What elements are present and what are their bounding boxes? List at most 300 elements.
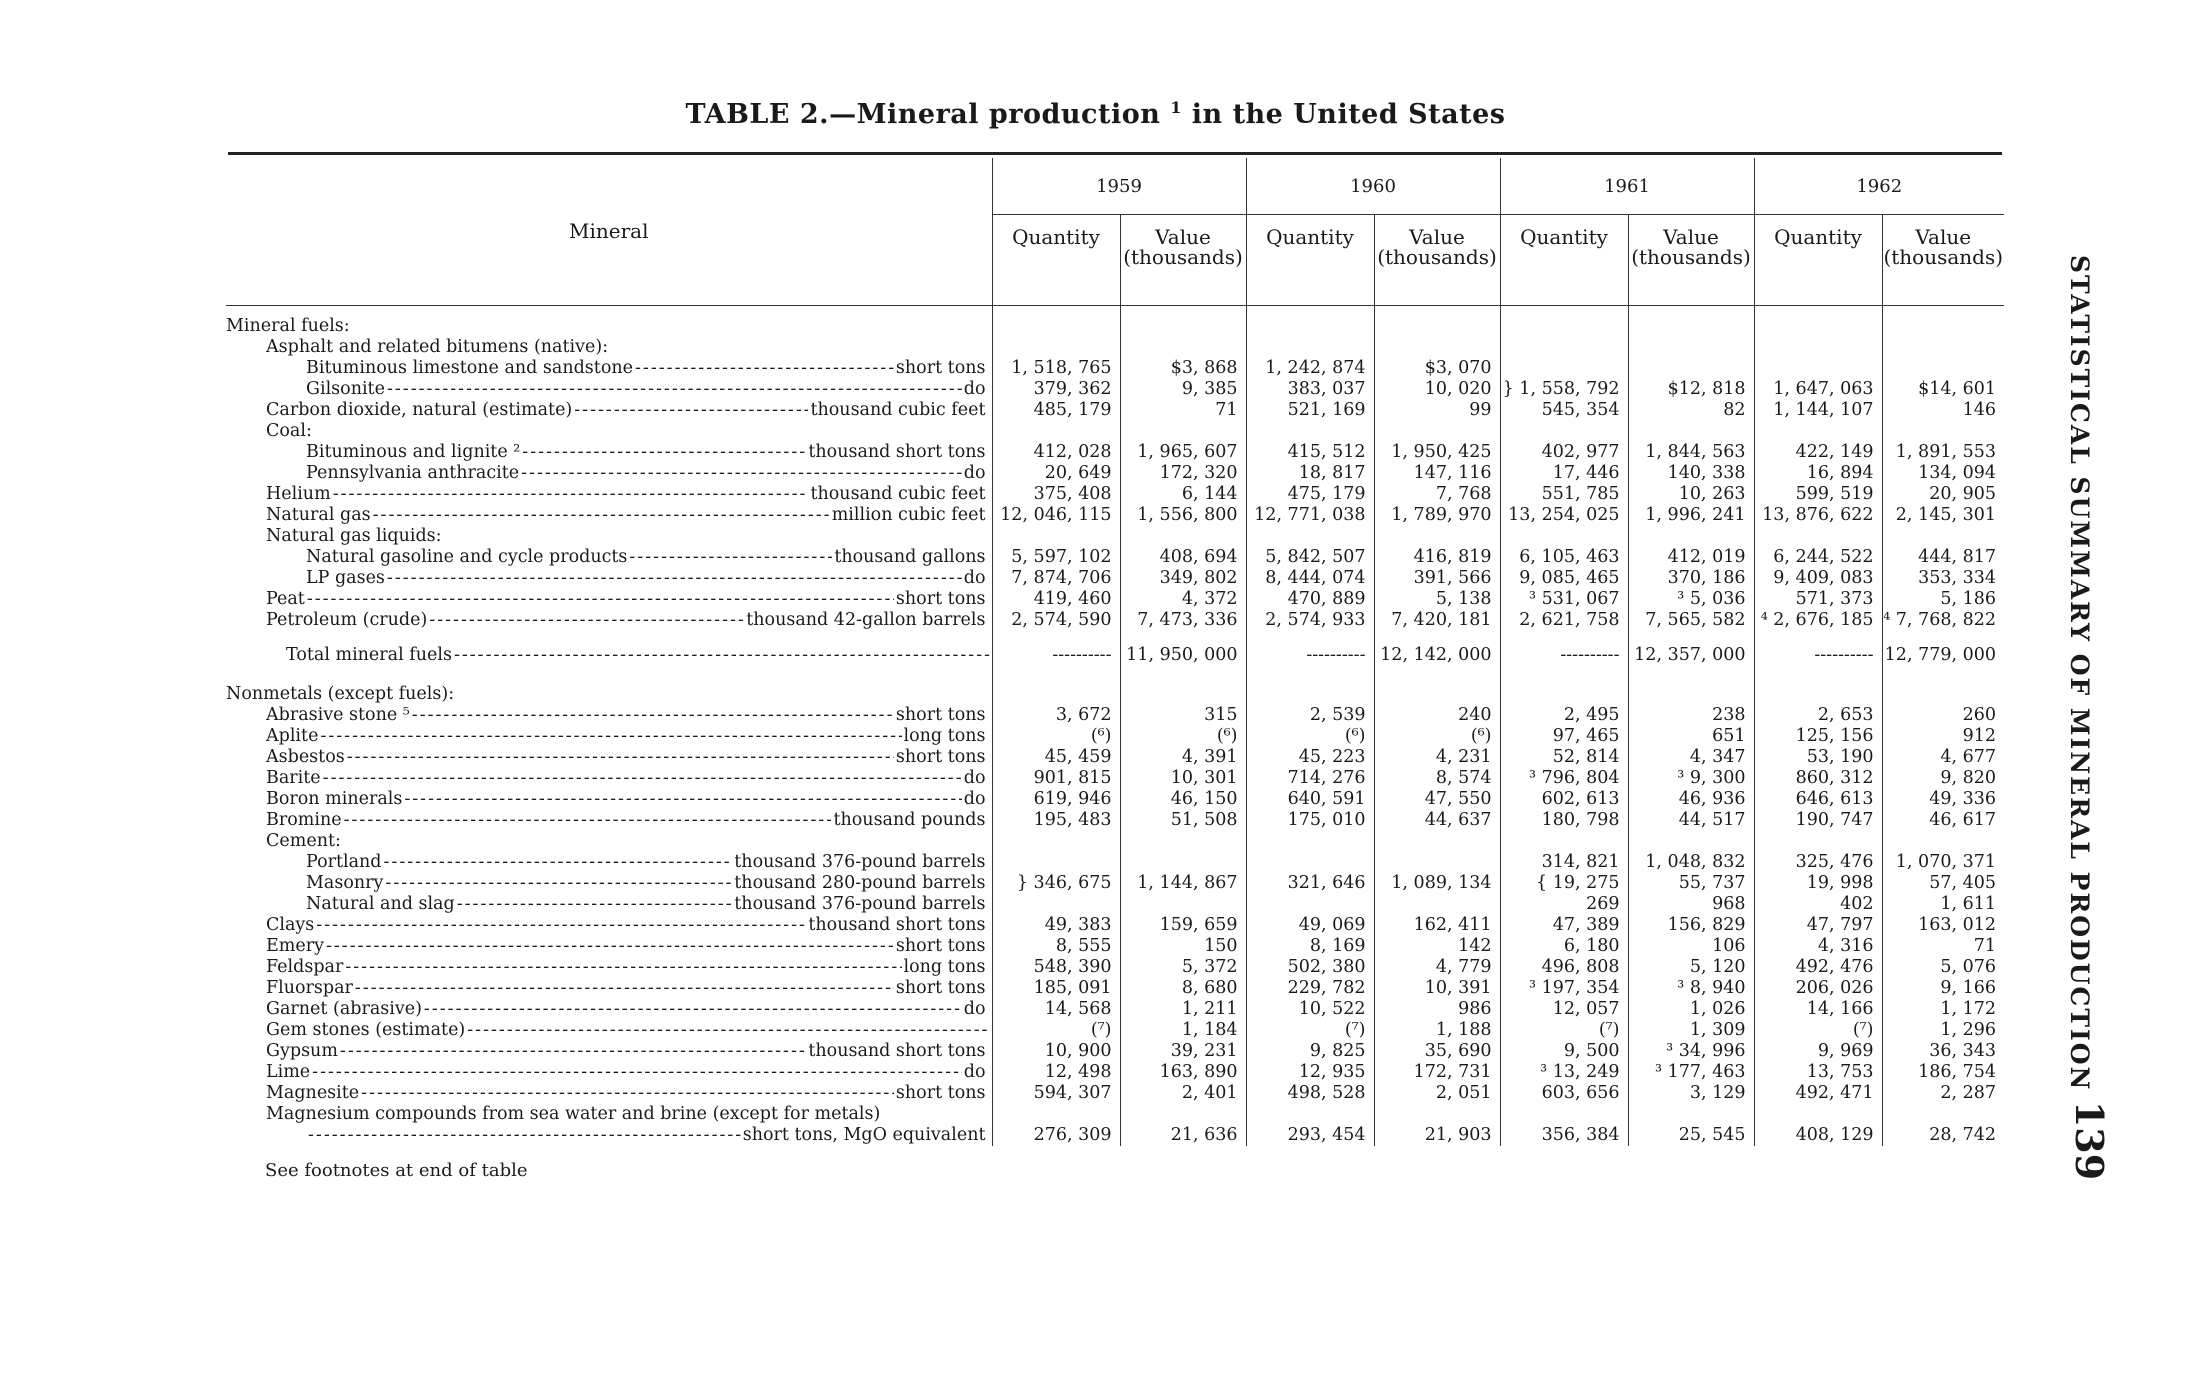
quantity-cell: 293, 454	[1246, 1125, 1374, 1146]
quantity-cell: 13, 254, 025	[1500, 505, 1628, 526]
value-cell	[1628, 1104, 1754, 1125]
spacer-row	[226, 674, 2004, 684]
row-label-cell	[226, 789, 992, 810]
row-label-text: Asbestos	[266, 747, 345, 767]
value-cell: 36, 343	[1929, 1041, 1996, 1061]
quantity-cell: 7, 874, 706	[992, 568, 1120, 589]
value-cell	[1882, 316, 2004, 337]
quantity-cell: 45, 459	[992, 747, 1120, 768]
quantity-cell: ³ 13, 249	[1500, 1062, 1628, 1083]
row-label-cell	[226, 684, 992, 705]
table-body	[226, 306, 2004, 1147]
table-row	[226, 768, 2004, 789]
row-label-cell	[226, 610, 992, 631]
value-cell: 11, 950, 000	[1120, 641, 1246, 674]
value-cell	[1374, 316, 1500, 337]
spacer-cell	[1754, 674, 1882, 684]
value-cell: 1, 048, 832	[1628, 852, 1754, 873]
quantity-cell: 229, 782	[1246, 978, 1374, 999]
table-title-suffix: in the United States	[1191, 99, 1506, 130]
value-cell: 49, 336	[1929, 789, 1996, 809]
quantity-cell	[1246, 831, 1374, 852]
value-cell: 2, 051	[1374, 1083, 1500, 1104]
row-label-text: Masonry	[306, 873, 384, 893]
table-row	[226, 547, 2004, 568]
value-cell: 35, 690	[1374, 1041, 1500, 1062]
quantity-cell	[1246, 526, 1374, 547]
row-unit: do	[963, 568, 986, 588]
spacer-cell	[1754, 306, 1882, 317]
row-label-text: Petroleum (crude)	[266, 610, 428, 630]
row-label-text: Abrasive stone ⁵	[266, 705, 410, 725]
header-quantity: Quantity	[1246, 215, 1374, 306]
value-cell: 46, 150	[1120, 789, 1246, 810]
row-label	[226, 873, 992, 894]
quantity-cell: 375, 408	[992, 484, 1120, 505]
quantity-cell	[992, 1104, 1120, 1125]
value-cell: 9, 385	[1120, 379, 1246, 400]
leader-dots	[424, 999, 962, 1020]
table-row	[226, 873, 2004, 894]
value-cell: 1, 844, 563	[1628, 442, 1754, 463]
spacer-cell	[226, 674, 992, 684]
quantity-cell: 2, 495	[1500, 705, 1628, 726]
row-unit: thousand pounds	[833, 810, 986, 830]
header-value-line2: (thousands)	[1377, 245, 1497, 269]
table-row	[226, 484, 2004, 505]
row-label-text: Natural and slag	[306, 894, 455, 914]
row-label-text: LP gases	[306, 568, 385, 588]
header-quantity: Quantity	[1754, 215, 1882, 306]
row-label	[226, 547, 992, 568]
row-label-cell	[226, 768, 992, 789]
row-label	[226, 999, 992, 1020]
leader-dots	[344, 810, 832, 831]
page-number: 139	[2067, 1100, 2113, 1181]
value-cell: 986	[1374, 999, 1500, 1020]
row-label	[226, 957, 992, 978]
row-label-cell	[226, 641, 992, 674]
quantity-cell	[1246, 894, 1374, 915]
row-label-text: Total mineral fuels	[286, 645, 452, 665]
row-label	[226, 1104, 992, 1125]
mineral-production-table	[226, 158, 2004, 1146]
quantity-cell: } 1, 558, 792	[1500, 379, 1628, 400]
quantity-cell	[992, 337, 1120, 358]
quantity-cell: 571, 373	[1754, 589, 1882, 610]
value-cell: 1, 184	[1120, 1020, 1246, 1041]
value-cell: ³ 34, 996	[1628, 1041, 1754, 1062]
quantity-cell: ⁴ 2, 676, 185	[1754, 610, 1882, 631]
value-cell: 1, 996, 241	[1628, 505, 1754, 526]
quantity-cell: 415, 512	[1246, 442, 1374, 463]
row-unit: thousand short tons	[808, 1041, 986, 1061]
header-value-line1: Value	[1915, 225, 1972, 249]
quantity-cell: 599, 519	[1754, 484, 1882, 505]
quantity-cell	[992, 526, 1120, 547]
row-unit: long tons	[903, 957, 986, 977]
quantity-cell: 97, 465	[1500, 726, 1628, 747]
quantity-cell	[1754, 1104, 1882, 1125]
row-label	[226, 747, 992, 768]
row-label-text: Gilsonite	[306, 379, 385, 399]
quantity-cell	[992, 894, 1120, 915]
row-label	[226, 1083, 992, 1104]
quantity-cell: 16, 894	[1754, 463, 1882, 484]
row-label-cell	[226, 936, 992, 957]
value-cell: $14, 601	[1918, 379, 1996, 399]
leader-dots	[635, 358, 894, 379]
leader-dots	[308, 1125, 741, 1146]
value-cell: 186, 754	[1918, 1062, 1996, 1082]
table-row	[226, 999, 2004, 1020]
quantity-cell: 195, 483	[992, 810, 1120, 831]
header-quantity: Quantity	[992, 215, 1120, 306]
quantity-cell	[1246, 852, 1374, 873]
value-cell	[1120, 684, 1246, 705]
quantity-cell: 714, 276	[1246, 768, 1374, 789]
value-cell	[1374, 421, 1500, 442]
value-cell: 10, 391	[1374, 978, 1500, 999]
leader-dots	[345, 957, 901, 978]
total-row	[226, 641, 2004, 674]
value-cell	[1628, 526, 1754, 547]
quantity-cell: 2, 653	[1754, 705, 1882, 726]
table-row	[226, 1083, 2004, 1104]
spacer-cell	[1374, 631, 1500, 641]
value-cell	[1882, 421, 2004, 442]
quantity-cell	[1246, 316, 1374, 337]
spacer-cell	[1500, 306, 1628, 317]
table-row	[226, 789, 2004, 810]
header-value-line1: Value	[1155, 225, 1211, 249]
quantity-cell: 175, 010	[1246, 810, 1374, 831]
quantity-cell: (⁶)	[1246, 726, 1374, 747]
value-cell: 1, 144, 867	[1120, 873, 1246, 894]
leader-dots	[326, 936, 894, 957]
row-label-cell	[226, 484, 992, 505]
value-cell	[1374, 684, 1500, 705]
value-cell: 46, 936	[1628, 789, 1754, 810]
table-row	[226, 1125, 2004, 1146]
quantity-cell: 12, 498	[992, 1062, 1120, 1083]
value-cell	[1374, 831, 1500, 852]
value-cell: 147, 116	[1374, 463, 1500, 484]
row-label-text: Carbon dioxide, natural (estimate)	[266, 400, 573, 420]
leader-dots	[457, 894, 733, 915]
quantity-cell	[992, 316, 1120, 337]
spacer-cell	[1754, 631, 1882, 641]
quantity-cell: 470, 889	[1246, 589, 1374, 610]
quantity-cell: 492, 476	[1754, 957, 1882, 978]
quantity-cell	[992, 852, 1120, 873]
value-cell	[1628, 337, 1754, 358]
running-header-text: STATISTICAL SUMMARY OF MINERAL PRODUCTION	[2065, 255, 2094, 1092]
row-label-text: Fluorspar	[266, 978, 353, 998]
value-cell: 1, 070, 371	[1895, 852, 1996, 872]
row-label-text: Magnesite	[266, 1083, 360, 1103]
table-title-text: TABLE 2.—Mineral production	[685, 99, 1161, 130]
table-row	[226, 463, 2004, 484]
quantity-cell: 496, 808	[1500, 957, 1628, 978]
value-cell: ³ 9, 300	[1628, 768, 1754, 789]
header-year-1959: 1959	[992, 158, 1246, 215]
value-cell: 7, 768	[1374, 484, 1500, 505]
spacer-row	[226, 631, 2004, 641]
value-cell: ⁴ 7, 768, 822	[1883, 610, 1996, 630]
quantity-cell: 269	[1500, 894, 1628, 915]
value-cell	[1882, 684, 2004, 705]
row-unit: do	[963, 999, 986, 1019]
value-cell: 44, 637	[1374, 810, 1500, 831]
row-label-cell	[226, 505, 992, 526]
value-cell	[1628, 684, 1754, 705]
leader-dots	[320, 726, 901, 747]
value-cell: 9, 166	[1940, 978, 1996, 998]
value-cell: 146	[1962, 400, 1996, 420]
row-unit: thousand short tons	[808, 442, 986, 462]
quantity-cell: 12, 057	[1500, 999, 1628, 1020]
value-cell: 172, 731	[1374, 1062, 1500, 1083]
header-value-line2: (thousands)	[1883, 245, 2004, 269]
row-label-text: Clays	[266, 915, 315, 935]
value-cell	[1120, 316, 1246, 337]
quantity-cell: 14, 568	[992, 999, 1120, 1020]
row-label-cell	[226, 831, 992, 852]
quantity-cell: 19, 998	[1754, 873, 1882, 894]
row-label-cell	[226, 400, 992, 421]
quantity-cell: 17, 446	[1500, 463, 1628, 484]
quantity-cell: 13, 753	[1754, 1062, 1882, 1083]
quantity-cell: 356, 384	[1500, 1125, 1628, 1146]
leader-dots	[454, 645, 990, 666]
spacer-cell	[992, 631, 1120, 641]
leader-dots	[404, 789, 961, 810]
quantity-cell: 402, 977	[1500, 442, 1628, 463]
table-row	[226, 831, 2004, 852]
quantity-cell: 860, 312	[1754, 768, 1882, 789]
row-label-text: Bromine	[266, 810, 342, 830]
table-row	[226, 957, 2004, 978]
quantity-cell: 602, 613	[1500, 789, 1628, 810]
value-cell: 1, 309	[1628, 1020, 1754, 1041]
row-label-cell	[226, 1104, 992, 1125]
row-label-text: Garnet (abrasive)	[266, 999, 422, 1019]
leader-dots	[429, 610, 744, 631]
table-title	[0, 98, 2191, 130]
leader-dots	[307, 589, 894, 610]
quantity-cell	[1754, 684, 1882, 705]
quantity-cell: 2, 574, 590	[992, 610, 1120, 631]
row-label-text: Mineral fuels:	[226, 316, 350, 336]
leader-dots	[387, 568, 962, 589]
value-cell: 142	[1374, 936, 1500, 957]
row-label	[226, 684, 992, 705]
row-unit: thousand short tons	[808, 915, 986, 935]
quantity-cell	[1754, 526, 1882, 547]
quantity-cell: 9, 085, 465	[1500, 568, 1628, 589]
row-label-cell	[226, 442, 992, 463]
value-cell: 5, 138	[1374, 589, 1500, 610]
spacer-cell	[226, 306, 992, 317]
quantity-cell	[1246, 1104, 1374, 1125]
value-cell: 1, 211	[1120, 999, 1246, 1020]
value-cell: 82	[1628, 400, 1754, 421]
value-cell: 2, 287	[1940, 1083, 1996, 1103]
row-unit: short tons	[895, 358, 986, 378]
quantity-cell	[992, 684, 1120, 705]
quantity-cell	[1500, 358, 1628, 379]
row-label-text: Helium	[266, 484, 331, 504]
quantity-cell: 47, 797	[1754, 915, 1882, 936]
row-label-cell	[226, 894, 992, 915]
value-cell: 10, 020	[1374, 379, 1500, 400]
header-year-1962: 1962	[1754, 158, 2004, 215]
quantity-cell: 52, 814	[1500, 747, 1628, 768]
row-unit: do	[963, 463, 986, 483]
leader-dots	[574, 400, 808, 421]
row-label-text: Boron minerals	[266, 789, 403, 809]
row-unit: thousand 376-pound barrels	[734, 852, 986, 872]
row-label-cell	[226, 526, 992, 547]
value-cell: 1, 188	[1374, 1020, 1500, 1041]
quantity-cell: 2, 621, 758	[1500, 610, 1628, 631]
quantity-cell: } 346, 675	[992, 873, 1120, 894]
value-cell: 412, 019	[1628, 547, 1754, 568]
header-year-1961: 1961	[1500, 158, 1754, 215]
spacer-cell	[1246, 674, 1374, 684]
spacer-cell	[1882, 631, 2004, 641]
value-cell: $12, 818	[1628, 379, 1754, 400]
table-row	[226, 810, 2004, 831]
spacer-cell	[1882, 674, 2004, 684]
row-label-cell	[226, 726, 992, 747]
leader-dots	[387, 379, 962, 400]
table-row	[226, 358, 2004, 379]
spacer-cell	[992, 674, 1120, 684]
table-row	[226, 316, 2004, 337]
quantity-cell: 1, 647, 063	[1754, 379, 1882, 400]
row-label	[226, 831, 992, 852]
table-row	[226, 936, 2004, 957]
value-cell: 349, 802	[1120, 568, 1246, 589]
row-label-cell	[226, 1083, 992, 1104]
value-cell	[1374, 526, 1500, 547]
value-cell: 1, 172	[1940, 999, 1996, 1019]
quantity-cell	[1754, 831, 1882, 852]
row-label-cell	[226, 957, 992, 978]
spacer-cell	[992, 306, 1120, 317]
table-row	[226, 726, 2004, 747]
table-row	[226, 915, 2004, 936]
quantity-cell: (⁶)	[992, 726, 1120, 747]
leader-dots	[333, 484, 809, 505]
value-cell: 9, 820	[1940, 768, 1996, 788]
row-label	[226, 526, 992, 547]
value-cell: 1, 089, 134	[1374, 873, 1500, 894]
table-row	[226, 1041, 2004, 1062]
value-cell: 5, 372	[1120, 957, 1246, 978]
table-row	[226, 421, 2004, 442]
spacer-cell	[1628, 306, 1754, 317]
table-row	[226, 852, 2004, 873]
quantity-cell: 190, 747	[1754, 810, 1882, 831]
value-cell: ³ 177, 463	[1628, 1062, 1754, 1083]
quantity-cell	[1246, 684, 1374, 705]
quantity-cell: 14, 166	[1754, 999, 1882, 1020]
row-label	[226, 1020, 992, 1041]
value-cell: ³ 8, 940	[1628, 978, 1754, 999]
header-value-line2: (thousands)	[1631, 245, 1751, 269]
quantity-cell	[1246, 421, 1374, 442]
row-label-text: Natural gas	[266, 505, 371, 525]
quantity-cell: 5, 842, 507	[1246, 547, 1374, 568]
value-cell: (⁶)	[1374, 726, 1500, 747]
value-cell: 5, 186	[1940, 589, 1996, 609]
quantity-cell: 485, 179	[992, 400, 1120, 421]
value-cell: 1, 556, 800	[1120, 505, 1246, 526]
value-cell: 2, 401	[1120, 1083, 1246, 1104]
value-cell: 408, 694	[1120, 547, 1246, 568]
header-quantity: Quantity	[1500, 215, 1628, 306]
row-unit: short tons	[895, 705, 986, 725]
value-cell: 4, 677	[1940, 747, 1996, 767]
quantity-cell	[1500, 1104, 1628, 1125]
header-value	[1882, 215, 2004, 306]
value-cell: 12, 779, 000	[1884, 645, 1996, 665]
header-value-line2: (thousands)	[1123, 245, 1243, 269]
quantity-cell: 9, 825	[1246, 1041, 1374, 1062]
row-label	[226, 852, 992, 873]
value-cell: 150	[1120, 936, 1246, 957]
table-row	[226, 589, 2004, 610]
quantity-cell: 551, 785	[1500, 484, 1628, 505]
quantity-cell: 185, 091	[992, 978, 1120, 999]
quantity-cell: ³ 796, 804	[1500, 768, 1628, 789]
value-cell: 4, 231	[1374, 747, 1500, 768]
row-unit: million cubic feet	[831, 505, 986, 525]
value-cell: 1, 965, 607	[1120, 442, 1246, 463]
table-row	[226, 1104, 2004, 1125]
row-label-text: Natural gasoline and cycle products	[306, 547, 628, 567]
quantity-cell: 502, 380	[1246, 957, 1374, 978]
quantity-cell: (⁷)	[1500, 1020, 1628, 1041]
row-label-cell	[226, 852, 992, 873]
value-cell: 159, 659	[1120, 915, 1246, 936]
row-label	[226, 894, 992, 915]
row-label-cell	[226, 810, 992, 831]
quantity-cell: 12, 935	[1246, 1062, 1374, 1083]
value-cell: 8, 574	[1374, 768, 1500, 789]
table-row	[226, 1062, 2004, 1083]
row-label-text: Natural gas liquids:	[266, 526, 442, 546]
table-row	[226, 526, 2004, 547]
row-label-cell	[226, 316, 992, 337]
leader-dots	[629, 547, 832, 568]
value-cell: 20, 905	[1929, 484, 1996, 504]
table-row	[226, 610, 2004, 631]
row-label-cell	[226, 999, 992, 1020]
table-row	[226, 684, 2004, 705]
value-cell: 44, 517	[1628, 810, 1754, 831]
quantity-cell: 492, 471	[1754, 1083, 1882, 1104]
value-cell: 353, 334	[1918, 568, 1996, 588]
row-label-cell	[226, 568, 992, 589]
quantity-cell: 412, 028	[992, 442, 1120, 463]
spacer-cell	[1246, 631, 1374, 641]
header-value	[1120, 215, 1246, 306]
value-cell	[1120, 894, 1246, 915]
